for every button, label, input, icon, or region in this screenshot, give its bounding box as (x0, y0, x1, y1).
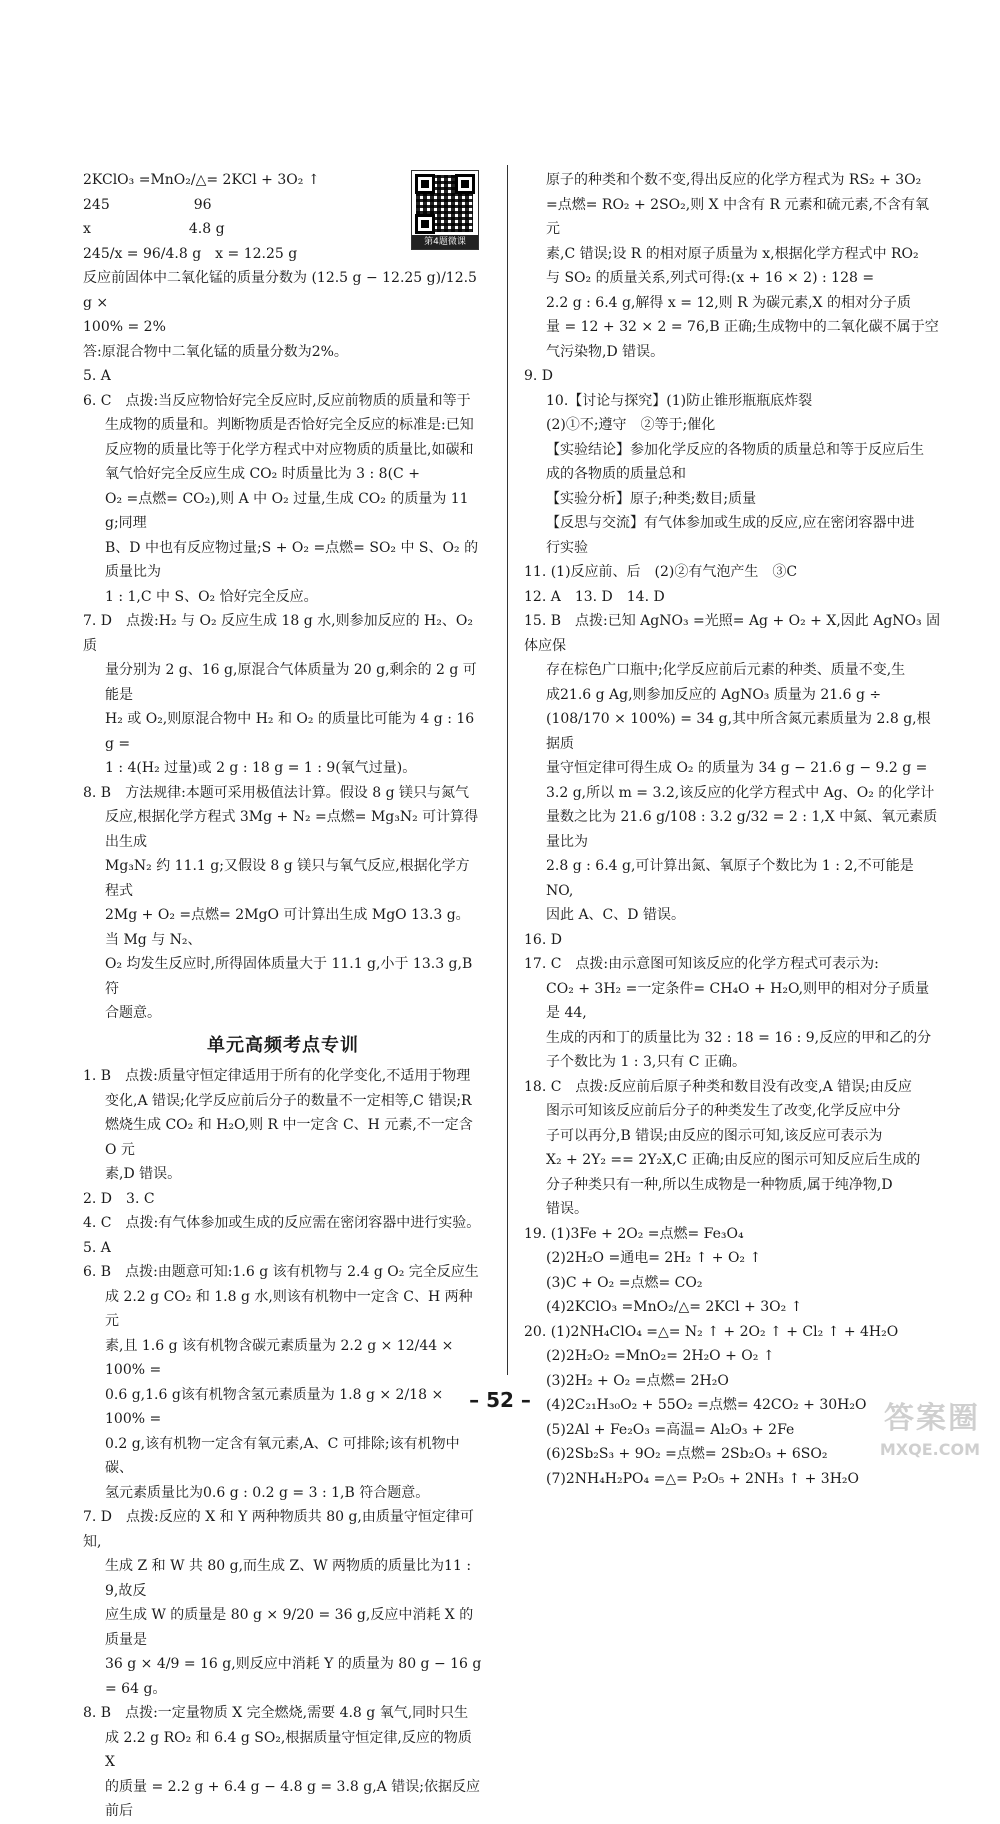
text-line: 行实验 (546, 539, 588, 556)
text-line: 6. C 点拨:当反应物恰好完全反应时,反应前物质的质量和等于 (83, 392, 471, 409)
text-line: 素,C 错误;设 R 的相对原子质量为 x,根据化学方程式中 RO₂ (546, 245, 919, 262)
text-line: (2)2H₂O =通电= 2H₂ ↑ + O₂ ↑ (546, 1250, 762, 1266)
text-line: (108/170 × 100%) = 34 g,其中所含氮元素质量为 2.8 g,根据质 (546, 711, 931, 752)
text-line: 245/x = 96/4.8 g x = 12.25 g (83, 245, 298, 262)
text-line: 5. A (83, 368, 111, 384)
text-line: CO₂ + 3H₂ =一定条件= CH₄O + H₂O,则甲的相对分子质量是 44, (546, 980, 930, 1021)
text-line: 氧气恰好完全反应生成 CO₂ 时质量比为 3 : 8(C + (105, 466, 420, 482)
text-line: (3)2H₂ + O₂ =点燃= 2H₂O (546, 1372, 729, 1389)
watermark-subtext: MXQE.COM (879, 1440, 980, 1459)
watermark-logo (790, 1384, 980, 1459)
text-line: (6)2Sb₂S₃ + 9O₂ =点燃= 2Sb₂O₃ + 6SO₂ (546, 1446, 828, 1462)
text-line: (7)2NH₄H₂PO₄ =△= P₂O₅ + 2NH₃ ↑ + 3H₂O (546, 1470, 860, 1487)
text-line: (4)2C₂₁H₃₀O₂ + 55O₂ =点燃= 42CO₂ + 30H₂O (546, 1397, 867, 1413)
text-line: =点燃= RO₂ + 2SO₂,则 X 中含有 R 元素和硫元素,不含有氧元 (546, 196, 929, 237)
text-line: 因此 A、C、D 错误。 (546, 907, 685, 923)
text-line: 16. D (524, 931, 562, 948)
text-line: 成 2.2 g CO₂ 和 1.8 g 水,则该有机物中一定含 C、H 两种元 (105, 1288, 473, 1329)
text-line: 8. B 方法规律:本题可采用极值法计算。假设 8 g 镁只与氮气 (83, 784, 470, 801)
text-line: 245 96 (83, 196, 212, 213)
text-line: 12. A 13. D 14. D (524, 588, 665, 605)
text-line: (4)2KClO₃ =MnO₂/△= 2KCl + 3O₂ ↑ (546, 1299, 803, 1315)
text-line: 7. D 点拨:反应的 X 和 Y 两种物质共 80 g,由质量守恒定律可知, (83, 1509, 474, 1550)
text-line: H₂ 或 O₂,则原混合物中 H₂ 和 O₂ 的质量比可能为 4 g : 16 g = (105, 711, 475, 752)
text-line: 17. C 点拨:由示意图可知该反应的化学方程式可表示为: (524, 956, 879, 972)
text-line: 成21.6 g Ag,则参加反应的 AgNO₃ 质量为 21.6 g ÷ (546, 686, 882, 703)
text-line: 原子的种类和个数不变,得出反应的化学方程式为 RS₂ + 3O₂ (546, 172, 922, 188)
text-line: 与 SO₂ 的质量关系,列式可得:(x + 16 × 2) : 128 = (546, 270, 875, 286)
text-line: 反应前固体中二氧化锰的质量分数为 (12.5 g − 12.25 g)/12.5 g × (83, 270, 477, 311)
text-line: 1. B 点拨:质量守恒定律适用于所有的化学变化,不适用于物理 (83, 1068, 471, 1084)
text-line: 成 2.2 g RO₂ 和 6.4 g SO₂,根据质量守恒定律,反应的物质 X (105, 1729, 472, 1770)
text-line: 分子种类只有一种,所以生成物是一种物质,属于纯净物,D (546, 1176, 893, 1193)
text-line: 图示可知该反应前后分子的种类发生了改变,化学反应中分 (546, 1103, 901, 1119)
text-line: 36 g × 4/9 = 16 g,则反应中消耗 Y 的质量为 80 g − 16 g = 64 g。 (105, 1656, 482, 1697)
text-line: 量守恒定律可得生成 O₂ 的质量为 34 g − 21.6 g − 9.2 g = (546, 760, 928, 776)
text-line: 100% = 2% (83, 319, 166, 335)
text-line: 【反思与交流】有气体参加或生成的反应,应在密闭容器中进 (546, 515, 915, 531)
text-line: 素,D 错误。 (105, 1166, 182, 1182)
text-line: 0.2 g,该有机物一定含有氧元素,A、C 可排除;该有机物中碳、 (105, 1435, 460, 1476)
text-line: (5)2Al + Fe₂O₃ =高温= Al₂O₃ + 2Fe (546, 1421, 795, 1438)
text-line: 错误。 (546, 1201, 588, 1217)
text-line: 反应,根据化学方程式 3Mg + N₂ =点燃= Mg₃N₂ 可计算得出生成 (105, 809, 479, 850)
text-line: 4. C 点拨:有气体参加或生成的反应需在密闭容器中进行实验。 (83, 1215, 481, 1231)
text-line: 6. B 点拨:由题意可知:1.6 g 该有机物与 2.4 g O₂ 完全反应生 (83, 1264, 479, 1280)
text-line: 2Mg + O₂ =点燃= 2MgO 可计算出生成 MgO 13.3 g。当 Mg 与 N₂、 (105, 907, 470, 948)
text-line: 燃烧生成 CO₂ 和 H₂O,则 R 中一定含 C、H 元素,不一定含 O 元 (105, 1117, 473, 1158)
text-line: 2.8 g : 6.4 g,可计算出氮、氧原子个数比为 1 : 2,不可能是 NO, (546, 858, 914, 899)
text-line: (2)2H₂O₂ =MnO₂= 2H₂O + O₂ ↑ (546, 1348, 775, 1364)
text-line: Mg₃N₂ 约 11.1 g;又假设 8 g 镁只与氧气反应,根据化学方程式 (105, 858, 470, 899)
text-line: 生成的丙和丁的质量比为 32 : 18 = 16 : 9,反应的甲和乙的分 (546, 1029, 932, 1046)
text-line: 量数之比为 21.6 g/108 : 3.2 g/32 = 2 : 1,X 中氮、氧元素质量比为 (546, 809, 938, 850)
text-line: O₂ =点燃= CO₂),则 A 中 O₂ 过量,生成 CO₂ 的质量为 11 g;同理 (105, 490, 469, 531)
text-line: 1 : 1,C 中 S、O₂ 恰好完全反应。 (105, 588, 318, 605)
text-line: 15. B 点拨:已知 AgNO₃ =光照= Ag + O₂ + X,因此 AgNO₃ 固体应保 (524, 613, 941, 654)
text-line: B、D 中也有反应物过量;S + O₂ =点燃= SO₂ 中 S、O₂ 的质量比为 (105, 539, 479, 580)
text-line: X₂ + 2Y₂ == 2Y₂X,C 正确;由反应的图示可知反应后生成的 (546, 1152, 921, 1168)
text-line: 反应物的质量比等于化学方程式中对应物质的质量比,如碳和 (105, 441, 474, 458)
text-line: (2)①不;遵守 ②等于;催化 (546, 417, 716, 433)
text-line: 8. B 点拨:一定量物质 X 完全燃烧,需要 4.8 g 氧气,同时只生 (83, 1705, 469, 1721)
text-line: 5. A (83, 1239, 111, 1256)
text-line: 子个数比为 1 : 3,只有 C 正确。 (546, 1054, 746, 1070)
column-divider (507, 165, 508, 1375)
text-line: 应生成 W 的质量是 80 g × 9/20 = 36 g,反应中消耗 X 的质量是 (105, 1607, 474, 1648)
left-column (83, 168, 483, 1824)
text-line: 1 : 4(H₂ 过量)或 2 g : 18 g = 1 : 9(氧气过量)。 (105, 760, 417, 776)
text-line: 变化,A 错误;化学反应前后分子的数量不一定相等,C 错误;R (105, 1092, 472, 1109)
text-line: 素,且 1.6 g 该有机物含碳元素质量为 2.2 g × 12/44 × 100% = (105, 1337, 454, 1378)
qr-label: 第4题微课 (412, 235, 478, 249)
text-line: (3)C + O₂ =点燃= CO₂ (546, 1274, 703, 1291)
text-line: 19. (1)3Fe + 2O₂ =点燃= Fe₃O₄ (524, 1225, 744, 1242)
page-number: – 52 – (469, 1388, 531, 1412)
text-line: 合题意。 (105, 1005, 161, 1021)
text-line: 【实验分析】原子;种类;数目;质量 (546, 490, 757, 507)
text-line: 生成 Z 和 W 共 80 g,而生成 Z、W 两物质的质量比为11 : 9,故反 (105, 1558, 472, 1599)
text-line: 18. C 点拨:反应前后原子种类和数目没有改变,A 错误;由反应 (524, 1078, 912, 1095)
text-line: 2.2 g : 6.4 g,解得 x = 12,则 R 为碳元素,X 的相对分子质 (546, 294, 911, 311)
text-line: 9. D (524, 368, 554, 384)
section-title: 单元高频考点专训 (207, 1034, 359, 1056)
text-line: 2KClO₃ =MnO₂/△= 2KCl + 3O₂ ↑ (83, 172, 320, 188)
text-line: x 4.8 g (83, 221, 225, 237)
text-line: 0.6 g,1.6 g该有机物含氢元素质量为 1.8 g × 2/18 × 100% = (105, 1386, 444, 1427)
text-line: 量分别为 2 g、16 g,原混合气体质量为 20 g,剩余的 2 g 可能是 (105, 662, 477, 703)
watermark-text: 答案圈 (884, 1401, 980, 1436)
text-line: 存在棕色广口瓶中;化学反应前后元素的种类、质量不变,生 (546, 662, 906, 678)
text-line: 量 = 12 + 32 × 2 = 76,B 正确;生成物中的二氧化碳不属于空 (546, 319, 939, 335)
text-line: O₂ 均发生反应时,所得固体质量大于 11.1 g,小于 13.3 g,B 符 (105, 956, 473, 997)
text-line: 答:原混合物中二氧化锰的质量分数为2%。 (83, 343, 348, 360)
text-line: 3.2 g,所以 m = 3.2,该反应的化学方程式中 Ag、O₂ 的化学计 (546, 784, 935, 801)
text-line: 2. D 3. C (83, 1190, 155, 1207)
text-line: 20. (1)2NH₄ClO₄ =△= N₂ ↑ + 2O₂ ↑ + Cl₂ ↑ + 4H₂O (524, 1323, 899, 1340)
text-line: 7. D 点拨:H₂ 与 O₂ 反应生成 18 g 水,则参加反应的 H₂、O₂ 质 (83, 613, 473, 654)
text-line: 的质量 = 2.2 g + 6.4 g − 4.8 g = 3.8 g,A 错误;依据反应前后 (105, 1778, 480, 1819)
text-line: 11. (1)反应前、后 (2)②有气泡产生 ③C (524, 564, 798, 580)
right-column (524, 168, 942, 1491)
text-line: 【实验结论】参加化学反应的各物质的质量总和等于反应后生 (546, 441, 924, 458)
text-line: 生成物的质量和。判断物质是否恰好完全反应的标准是:已知 (105, 417, 474, 433)
text-line: 氢元素质量比为0.6 g : 0.2 g = 3 : 1,B 符合题意。 (105, 1484, 430, 1501)
text-line: 子可以再分,B 错误;由反应的图示可知,该反应可表示为 (546, 1127, 883, 1144)
text-line: 气污染物,D 错误。 (546, 343, 665, 360)
text-line: 10.【讨论与探究】(1)防止锥形瓶瓶底炸裂 (546, 392, 813, 409)
text-line: 成的各物质的质量总和 (546, 466, 686, 482)
